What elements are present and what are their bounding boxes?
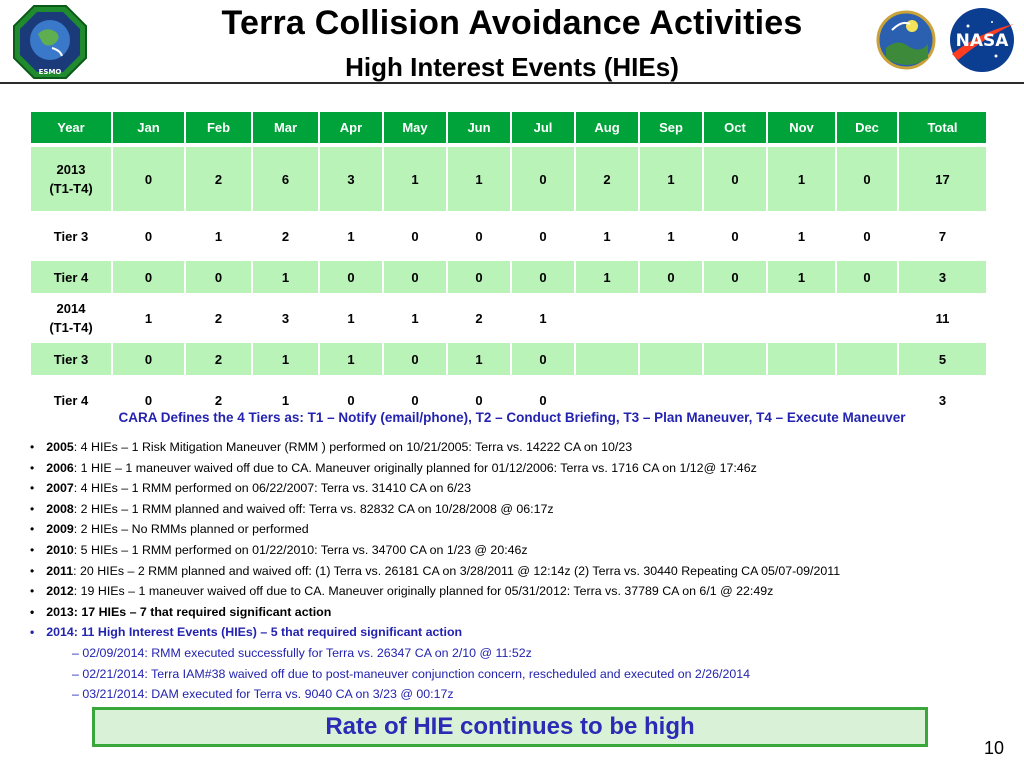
row-label: Tier 3 xyxy=(31,215,111,257)
table-cell: 1 xyxy=(768,147,835,211)
col-header-nov: Nov xyxy=(768,112,835,143)
list-item-2010 xyxy=(30,540,1010,561)
page-number: 10 xyxy=(984,738,1005,758)
list-item-2007 xyxy=(30,478,1010,499)
col-header-jun: Jun xyxy=(448,112,510,143)
note-text: : 4 HIEs – 1 RMM performed on 06/22/2007: Terra vs. 31410 CA on 6/23 xyxy=(73,481,471,496)
col-header-sep: Sep xyxy=(640,112,702,143)
table-cell: 1 xyxy=(253,261,318,293)
list-item-2008 xyxy=(30,499,1010,520)
table-row xyxy=(31,215,986,257)
table-cell: 0 xyxy=(113,343,184,375)
table-cell: 1 xyxy=(320,215,382,257)
table-cell: 0 xyxy=(320,261,382,293)
table-cell: 0 xyxy=(704,261,766,293)
bullet-icon: • xyxy=(30,625,35,640)
sub-list-item: – 03/21/2014: DAM executed for Terra vs. 9040 CA on 3/23 @ 00:17z xyxy=(72,687,454,702)
table-cell: 0 xyxy=(186,261,251,293)
conclusion-banner: Rate of HIE continues to be high xyxy=(92,707,928,747)
table-cell: 1 xyxy=(384,297,446,339)
table-cell xyxy=(576,297,638,339)
table-cell: 1 xyxy=(512,297,574,339)
list-item-2006 xyxy=(30,458,1010,479)
note-text: : 1 HIE – 1 maneuver waived off due to CA. Maneuver originally planned for 01/12/2006: Terra vs. 1716 CA on 1/12@ 17:46z xyxy=(73,460,757,475)
row-label: 2013 (T1-T4) xyxy=(31,147,111,211)
col-header-oct: Oct xyxy=(704,112,766,143)
table-cell: 0 xyxy=(384,343,446,375)
list-item-2005 xyxy=(30,437,1010,458)
table-cell: 3 xyxy=(320,147,382,211)
sub-list-item: – 02/09/2014: RMM executed successfully for Terra vs. 26347 CA on 2/10 @ 11:52z xyxy=(72,645,532,660)
col-header-aug: Aug xyxy=(576,112,638,143)
hie-table xyxy=(29,112,988,425)
page-subtitle: High Interest Events (HIEs) xyxy=(345,52,679,82)
table-cell: 3 xyxy=(253,297,318,339)
note-text: : 11 High Interest Events (HIEs) – 5 that required significant action xyxy=(73,625,463,640)
table-cell: 1 xyxy=(768,215,835,257)
table-cell: 3 xyxy=(899,379,986,421)
terra-mission-logo xyxy=(878,12,934,68)
table-cell: 0 xyxy=(113,379,184,421)
table-cell: 0 xyxy=(448,379,510,421)
table-cell: 0 xyxy=(640,261,702,293)
table-cell: 0 xyxy=(113,147,184,211)
col-header-mar: Mar xyxy=(253,112,318,143)
table-cell: 0 xyxy=(512,215,574,257)
nasa-logo-text: NASA xyxy=(955,31,1009,51)
table-cell: 2 xyxy=(186,343,251,375)
note-text: : 5 HIEs – 1 RMM performed on 01/22/2010: Terra vs. 34700 CA on 1/23 @ 20:46z xyxy=(73,542,528,557)
note-year: 2011 xyxy=(46,563,74,578)
table-cell: 2 xyxy=(448,297,510,339)
table-cell xyxy=(837,343,897,375)
note-text: : 2 HIEs – No RMMs planned or performed xyxy=(73,522,309,537)
table-cell xyxy=(640,297,702,339)
bullet-icon: • xyxy=(30,522,35,537)
bullet-icon: • xyxy=(30,460,35,475)
row-label: Tier 4 xyxy=(31,379,111,421)
table-cell: 2 xyxy=(186,297,251,339)
row-label: 2014 (T1-T4) xyxy=(31,297,111,339)
note-text: : 4 HIEs – 1 Risk Mitigation Maneuver (RMM ) performed on 10/21/2005: Terra vs. 14222 CA on 10/23 xyxy=(73,440,633,454)
table-cell: 5 xyxy=(899,343,986,375)
table-row xyxy=(31,343,986,375)
table-cell xyxy=(576,343,638,375)
bullet-icon: • xyxy=(30,584,35,599)
table-cell: 2 xyxy=(576,147,638,211)
table-cell: 6 xyxy=(253,147,318,211)
table-header-row xyxy=(31,112,986,143)
table-cell: 0 xyxy=(113,215,184,257)
sub-list-item: – 02/21/2014: Terra IAM#38 waived off due to post-maneuver conjunction concern, rescheduled and executed on 2/26/2014 xyxy=(72,666,751,681)
col-header-total: Total xyxy=(899,112,986,143)
table-cell xyxy=(704,297,766,339)
col-header-jan: Jan xyxy=(113,112,184,143)
table-cell: 0 xyxy=(837,215,897,257)
note-year: 2012 xyxy=(46,584,74,599)
table-cell: 3 xyxy=(899,261,986,293)
bullet-icon: • xyxy=(30,604,35,619)
table-cell: 0 xyxy=(384,261,446,293)
table-cell xyxy=(704,343,766,375)
table-cell: 0 xyxy=(704,215,766,257)
table-cell: 0 xyxy=(384,215,446,257)
list-item-2011 xyxy=(30,561,1010,582)
page-title: Terra Collision Avoidance Activities xyxy=(221,4,803,42)
bullet-icon: • xyxy=(30,501,35,516)
table-cell: 17 xyxy=(899,147,986,211)
table-body xyxy=(31,143,986,425)
note-year: 2007 xyxy=(46,481,74,496)
table-row xyxy=(31,297,986,339)
table-cell: 0 xyxy=(320,379,382,421)
table-cell: 1 xyxy=(448,343,510,375)
table-cell: 0 xyxy=(448,215,510,257)
note-year: 2005 xyxy=(46,440,74,454)
esmo-logo-text: ESMO xyxy=(38,68,62,76)
hie-history-list xyxy=(30,437,1010,705)
table-cell: 1 xyxy=(320,297,382,339)
col-header-may: May xyxy=(384,112,446,143)
table-cell: 0 xyxy=(512,379,574,421)
bullet-icon: • xyxy=(30,481,35,496)
note-text: : 2 HIEs – 1 RMM planned and waived off: Terra vs. 82832 CA on 10/28/2008 @ 06:17z xyxy=(73,501,554,516)
note-text: : 19 HIEs – 1 maneuver waived off due to CA. Maneuver originally planned for 05/31/2012: Terra vs. 37789 CA on 6/1 @ 22:49z xyxy=(73,584,774,599)
bullet-icon: • xyxy=(30,542,35,557)
col-header-apr: Apr xyxy=(320,112,382,143)
table-cell: 0 xyxy=(512,261,574,293)
note-year: 2010 xyxy=(46,542,74,557)
table-cell: 2 xyxy=(186,379,251,421)
table-cell xyxy=(768,343,835,375)
note-text: : 17 HIEs – 7 that required significant action xyxy=(73,604,332,619)
table-cell: 11 xyxy=(899,297,986,339)
table-cell xyxy=(768,297,835,339)
table-cell: 0 xyxy=(448,261,510,293)
table-cell: 0 xyxy=(704,147,766,211)
cara-tier-definition: CARA Defines the 4 Tiers as: T1 – Notify (email/phone), T2 – Conduct Briefing, T3 – Plan Maneuver, T4 – Execute Maneuver xyxy=(118,410,906,425)
note-year: 2008 xyxy=(46,501,74,516)
col-header-feb: Feb xyxy=(186,112,251,143)
table-cell: 1 xyxy=(253,379,318,421)
note-year: 2006 xyxy=(46,460,74,475)
header-divider xyxy=(0,82,1024,84)
table-cell: 0 xyxy=(512,147,574,211)
table-cell: 1 xyxy=(576,261,638,293)
table-cell: 0 xyxy=(837,261,897,293)
col-header-jul: Jul xyxy=(512,112,574,143)
table-cell: 2 xyxy=(186,147,251,211)
table-cell: 7 xyxy=(899,215,986,257)
table-cell: 0 xyxy=(837,147,897,211)
row-label: Tier 3 xyxy=(31,343,111,375)
agency-logos xyxy=(872,2,1020,78)
table-cell: 1 xyxy=(113,297,184,339)
note-year: 2009 xyxy=(46,522,74,537)
list-item-2013 xyxy=(30,602,1010,623)
table-cell: 1 xyxy=(186,215,251,257)
table-cell: 0 xyxy=(512,343,574,375)
bullet-icon: • xyxy=(30,440,35,454)
table-cell xyxy=(640,343,702,375)
table-cell: 2 xyxy=(253,215,318,257)
table-cell: 0 xyxy=(384,379,446,421)
col-header-year: Year xyxy=(31,112,111,143)
note-year: 2014 xyxy=(46,625,74,640)
table-cell: 1 xyxy=(320,343,382,375)
table-cell: 1 xyxy=(448,147,510,211)
note-year: 2013 xyxy=(46,604,74,619)
col-header-dec: Dec xyxy=(837,112,897,143)
table-row xyxy=(31,147,986,211)
table-row xyxy=(31,261,986,293)
list-item-2014 xyxy=(30,622,1010,643)
row-label: Tier 4 xyxy=(31,261,111,293)
table-cell: 1 xyxy=(576,215,638,257)
nasa-meatball-logo xyxy=(950,8,1014,72)
note-text: : 20 HIEs – 2 RMM planned and waived off: (1) Terra vs. 26181 CA on 3/28/2011 @ 12:14z (2) Terra vs. 30440 Repeating CA 05/07-09/2011 xyxy=(73,563,841,578)
list-item-2012 xyxy=(30,581,1010,602)
table-cell: 0 xyxy=(113,261,184,293)
table-cell: 1 xyxy=(768,261,835,293)
list-item-2009 xyxy=(30,519,1010,540)
table-cell: 1 xyxy=(640,147,702,211)
table-cell: 1 xyxy=(384,147,446,211)
bullet-icon: • xyxy=(30,563,35,578)
table-cell: 1 xyxy=(253,343,318,375)
table-cell: 1 xyxy=(640,215,702,257)
table-cell xyxy=(837,297,897,339)
